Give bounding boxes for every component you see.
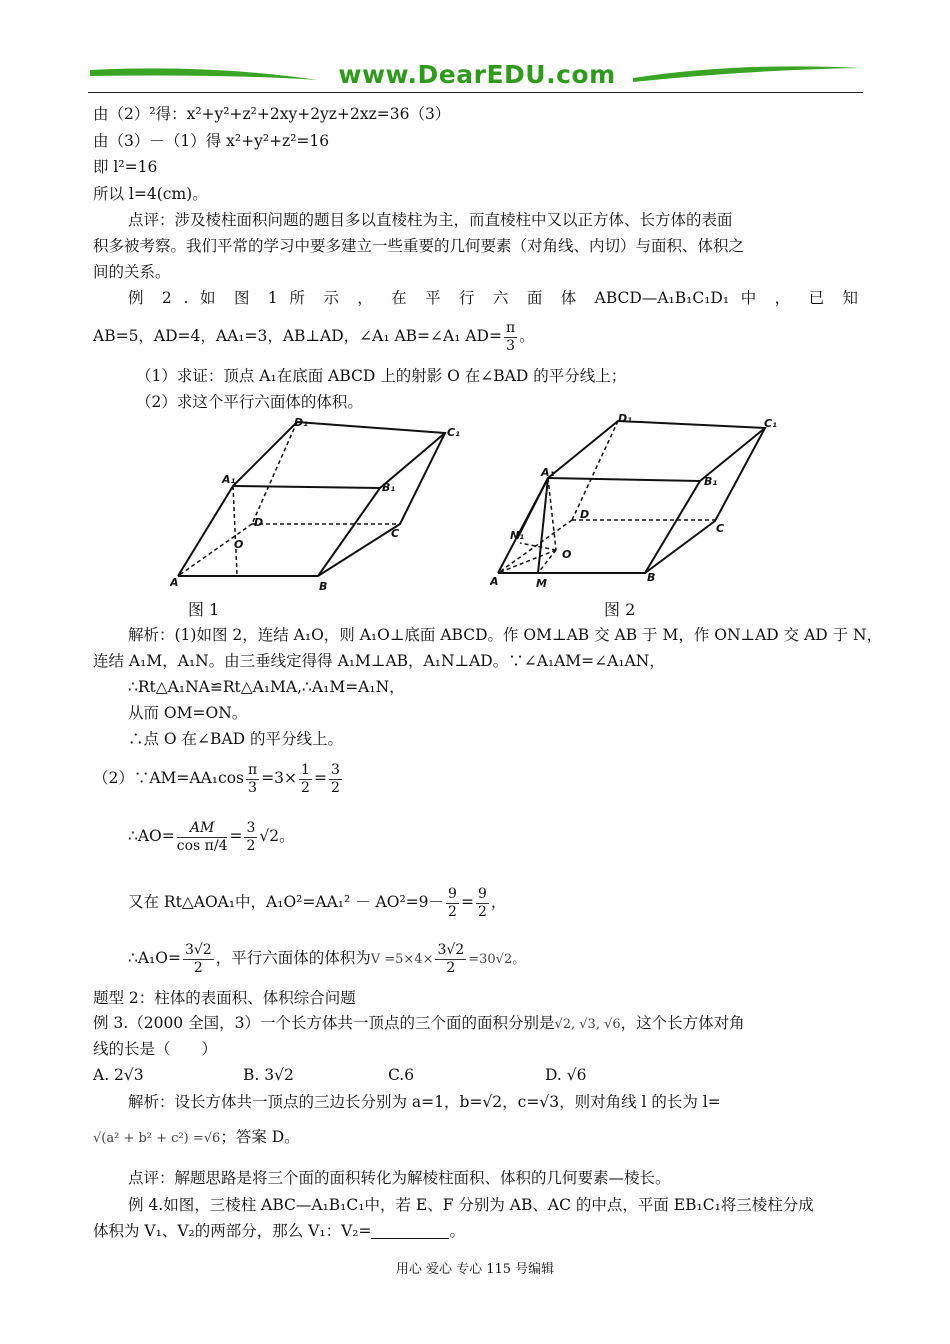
example3-line: 例 3.（2000 全国，3）一个长方体共一顶点的三个面的面积分别是√2, √3, √6，这个长方体对角 (93, 1014, 745, 1032)
line-4: 所以 l=4(cm)。 (93, 185, 208, 203)
fig1-label-A1: A₁ (222, 473, 236, 486)
fig2-label-D: D (580, 508, 590, 521)
solution-line-2: 连结 A₁M，A₁N。由三垂线定得得 A₁M⊥AB，A₁N⊥AD。∵∠A₁AM=∠A₁AN， (93, 652, 665, 670)
solution-am-line: （2）∵AM=AA₁cos $\frac{\pi}{3}$ =3× $\frac{1}{2}$ = $\frac{3}{2}$ (93, 761, 340, 796)
figure-1-parallelepiped (170, 416, 470, 596)
figure-2-parallelepiped (490, 413, 790, 593)
fig1-label-C: C (391, 527, 400, 540)
question-2: （2）求这个平行六面体的体积。 (136, 393, 363, 411)
fig2-label-B1: B₁ (704, 475, 718, 488)
fraction-3rt2-half: $\frac{3√2}{2}$ (184, 941, 212, 976)
fig2-label-A1: A₁ (541, 466, 555, 479)
line-5: 点评：涉及棱柱面积问题的题目多以直棱柱为主，而直棱柱中又以正方体、长方体的表面 (128, 211, 733, 229)
example4-line-2: 体积为 V₁、V₂的两部分，那么 V₁：V₂= 。 (93, 1222, 465, 1240)
fraction-pi-over-3: $\frac{\pi}{3}$ (247, 761, 258, 796)
line-2: 由（3）－（1）得 x²+y²+z²=16 (93, 132, 330, 150)
fraction-one-half: $\frac{1}{2}$ (301, 761, 310, 796)
example2-line: 例 2 . 如 图 1 所 示 ， 在 平 行 六 面 体 ABCD—A₁B₁C₁D₁ 中 ， 已 知 (128, 289, 858, 307)
example4-line: 例 4.如图，三棱柱 ABC—A₁B₁C₁中，若 E、F 分别为 AB、AC 的中点，平面 EB₁C₁将三棱柱分成 (128, 1196, 814, 1214)
fig2-label-C: C (716, 522, 725, 535)
fraction-pi-over-3: $\frac{\pi}{3}$ (505, 319, 516, 354)
fraction-3rt2-half: $\frac{3√2}{2}$ (437, 941, 465, 976)
figure-2-caption: 图 2 (604, 600, 636, 619)
option-c: C.6 (388, 1066, 415, 1084)
fig1-label-A: A (170, 576, 179, 589)
fig2-label-B: B (647, 571, 656, 584)
solution-ao-line: ∴AO= $\frac{AM}{\text{cos π/4}}$ = $\frac{3}{2}$ √2。 (128, 819, 295, 854)
solution-volume-line: ∴A₁O= $\frac{3√2}{2}$ ，平行六面体的体积为V =5×4× $\frac{3√2}{2}$ =30√2。 (128, 941, 526, 976)
figure-1-caption: 图 1 (188, 600, 220, 619)
solution-a1o-squared-line: 又在 Rt△AOA₁中，A₁O²=AA₁² － AO²=9－ $\frac{9}{2}$ = $\frac{9}{2}$ ， (128, 885, 507, 920)
fig1-label-D: D (254, 516, 264, 529)
page-footer: 用心 爱心 专心 115 号编辑 (395, 1262, 555, 1277)
option-d: D. √6 (545, 1066, 587, 1084)
line-1: 由（2）²得：x²+y²+z²+2xy+2yz+2xz=36（3） (93, 105, 451, 123)
example3-solution: 解析：设长方体共一顶点的三边长分别为 a=1，b=√2，c=√3，则对角线 l 的长为 l= (128, 1093, 721, 1111)
fig1-label-O: O (234, 538, 244, 551)
fraction-am-over-cos: $\frac{AM}{\text{cos π/4}}$ (176, 819, 228, 854)
example3-comment: 点评：解题思路是将三个面的面积转化为解棱柱面积、体积的几何要素—棱长。 (128, 1169, 671, 1187)
fraction-nine-half: $\frac{9}{2}$ (477, 885, 487, 920)
example3-line-2: 线的长是（ ） (93, 1040, 218, 1058)
fraction-three-half: $\frac{3}{2}$ (330, 761, 340, 796)
fig2-label-C1: C₁ (764, 417, 777, 430)
option-b: B. 3√2 (243, 1066, 294, 1084)
question-1: （1）求证：顶点 A₁在底面 ABCD 上的射影 O 在∠BAD 的平分线上； (136, 367, 627, 385)
fig2-label-A: A (490, 575, 499, 588)
example2-conditions-text: AB=5，AD=4，AA₁=3，AB⊥AD，∠A₁ AB=∠A₁ AD= (93, 327, 502, 345)
fraction-three-half: $\frac{3}{2}$ (246, 819, 256, 854)
fig2-label-D1: D₁ (618, 413, 632, 425)
fig2-label-M: M (536, 577, 547, 590)
solution-line-4: 从而 OM=ON。 (128, 704, 248, 722)
example3-answer: √(a² + b² + c²) =√6；答案 D。 (93, 1128, 300, 1146)
answer-blank (371, 1224, 449, 1239)
line-7: 间的关系。 (93, 263, 171, 281)
solution-line-1: 解析：(1)如图 2，连结 A₁O，则 A₁O⊥底面 ABCD。作 OM⊥AB 交 AB 于 M，作 ON⊥AD 交 AD 于 N， (128, 626, 883, 644)
header-rule (88, 92, 863, 93)
fig2-label-O: O (562, 548, 572, 561)
option-a: A. 2√3 (93, 1066, 144, 1084)
line-6: 积多被考察。我们平常的学习中要多建立一些重要的几何要素（对角线、内切）与面积、体积之 (93, 237, 745, 255)
solution-line-3: ∴Rt△A₁NA≌Rt△A₁MA,∴A₁M=A₁N， (128, 678, 405, 696)
line-3: 即 l²=16 (93, 158, 158, 176)
fig1-label-B: B (319, 580, 328, 593)
fraction-nine-half: $\frac{9}{2}$ (448, 885, 457, 920)
fig2-label-N: N₁ (510, 529, 525, 542)
section-heading-type2: 题型 2：柱体的表面积、体积综合问题 (93, 989, 356, 1007)
fig1-label-D1: D₁ (294, 416, 308, 429)
example2-conditions: AB=5，AD=4，AA₁=3，AB⊥AD，∠A₁ AB=∠A₁ AD= $\frac{\pi}{3}$ 。 (93, 319, 535, 354)
fig1-label-C1: C₁ (447, 426, 460, 439)
site-logo-text: www.DearEDU.com (338, 60, 616, 89)
solution-line-5: ∴点 O 在∠BAD 的平分线上。 (128, 730, 343, 748)
fig1-label-B1: B₁ (382, 481, 396, 494)
